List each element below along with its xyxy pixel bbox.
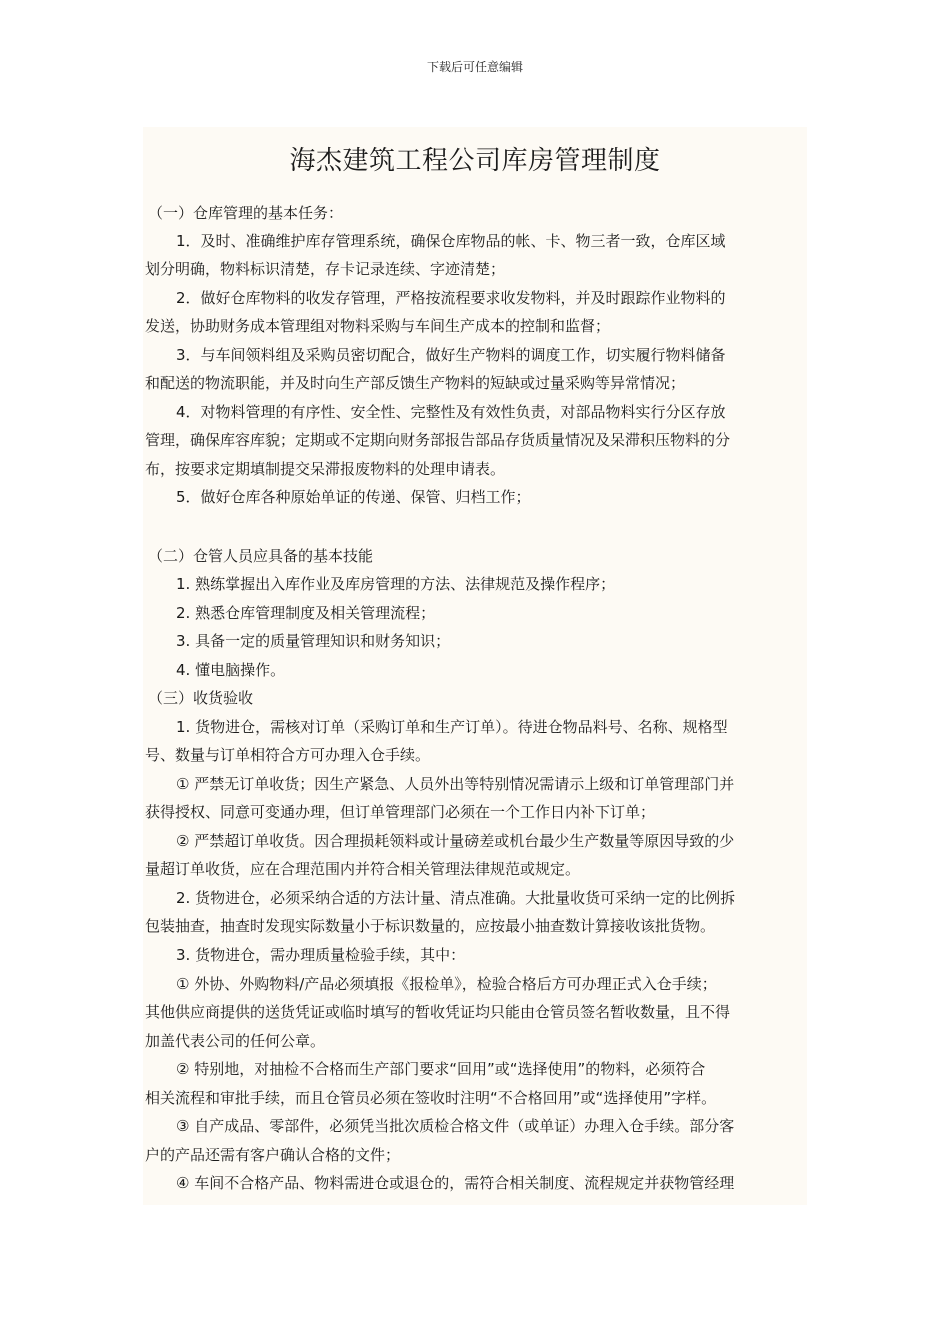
paragraph-line: 量超订单收货，应在合理范围内并符合相关管理法律规范或规定。: [145, 860, 581, 878]
paragraph-line: ④ 车间不合格产品、物料需进仓或退仓的，需符合相关制度、流程规定并获物管经理: [176, 1174, 735, 1192]
paragraph-line: 相关流程和审批手续，而且仓管员必须在签收时注明“不合格回用”或“选择使用”字样。: [145, 1089, 717, 1107]
paragraph-line: ② 特别地，对抽检不合格而生产部门要求“回用”或“选择使用”的物料，必须符合: [176, 1060, 706, 1078]
paragraph-line: 发送，协助财务成本管理组对物料采购与车间生产成本的控制和监督；: [145, 317, 611, 335]
paragraph-line: 2．做好仓库物料的收发存管理，严格按流程要求收发物料，并及时跟踪作业物料的: [176, 289, 726, 307]
paragraph-line: 获得授权、同意可变通办理，但订单管理部门必须在一个工作日内补下订单；: [145, 803, 656, 821]
paragraph-line: 3．与车间领料组及采购员密切配合，做好生产物料的调度工作，切实履行物料储备: [176, 346, 726, 364]
section-heading: （三）收货验收: [148, 689, 254, 707]
paragraph-line: 包装抽查，抽查时发现实际数量小于标识数量的，应按最小抽查数计算接收该批货物。: [145, 917, 716, 935]
paragraph-line: 2. 货物进仓，必须采纳合适的方法计量、清点准确。大批量收货可采纳一定的比例拆: [176, 889, 736, 907]
paragraph-line: 其他供应商提供的送货凭证或临时填写的暂收凭证均只能由仓管员签名暂收数量，且不得: [145, 1003, 731, 1021]
paragraph-line: 2. 熟悉仓库管理制度及相关管理流程；: [176, 604, 436, 622]
paragraph-line: 加盖代表公司的任何公章。: [145, 1032, 326, 1050]
paragraph-line: 1. 货物进仓，需核对订单（采购订单和生产订单）。待进仓物品料号、名称、规格型: [176, 718, 728, 736]
paragraph-line: 3. 货物进仓，需办理质量检验手续，其中：: [176, 946, 466, 964]
paragraph-line: ① 严禁无订单收货；因生产紧急、人员外出等特别情况需请示上级和订单管理部门并: [176, 775, 735, 793]
paragraph-line: 划分明确，物料标识清楚，存卡记录连续、字迹清楚；: [145, 260, 506, 278]
paragraph-line: 户的产品还需有客户确认合格的文件；: [145, 1146, 401, 1164]
paragraph-line: 3. 具备一定的质量管理知识和财务知识；: [176, 632, 451, 650]
section-heading: （一）仓库管理的基本任务：: [148, 204, 344, 222]
paragraph-line: 4．对物料管理的有序性、安全性、完整性及有效性负责，对部品物料实行分区存放: [176, 403, 726, 421]
paragraph-line: 1．及时、准确维护库存管理系统，确保仓库物品的帐、卡、物三者一致，仓库区域: [176, 232, 726, 250]
paragraph-line: ① 外协、外购物料/产品必须填报《报检单》，检验合格后方可办理正式入仓手续；: [176, 975, 717, 993]
paragraph-line: 5．做好仓库各种原始单证的传递、保管、归档工作；: [176, 488, 531, 506]
paragraph-line: 管理，确保库容库貌；定期或不定期向财务部报告部品存货质量情况及呆滞积压物料的分: [145, 431, 731, 449]
paragraph-line: 1. 熟练掌握出入库作业及库房管理的方法、法律规范及操作程序；: [176, 575, 616, 593]
document-title: 海杰建筑工程公司库房管理制度: [289, 146, 661, 176]
paragraph-line: 和配送的物流职能，并及时向生产部反馈生产物料的短缺或过量采购等异常情况；: [145, 374, 686, 392]
paragraph-line: ② 严禁超订单收货。因合理损耗领料或计量磅差或机台最少生产数量等原因导致的少: [176, 832, 735, 850]
paragraph-line: 4. 懂电脑操作。: [176, 661, 286, 679]
paragraph-line: ③ 自产成品、零部件，必须凭当批次质检合格文件（或单证）办理入仓手续。部分客: [176, 1117, 735, 1135]
section-heading: （二）仓管人员应具备的基本技能: [148, 547, 374, 565]
paragraph-line: 布，按要求定期填制提交呆滞报废物料的处理申请表。: [145, 460, 506, 478]
page-header-note: 下载后可任意编辑: [426, 60, 523, 74]
paragraph-line: 号、数量与订单相符合方可办理入仓手续。: [145, 746, 431, 764]
